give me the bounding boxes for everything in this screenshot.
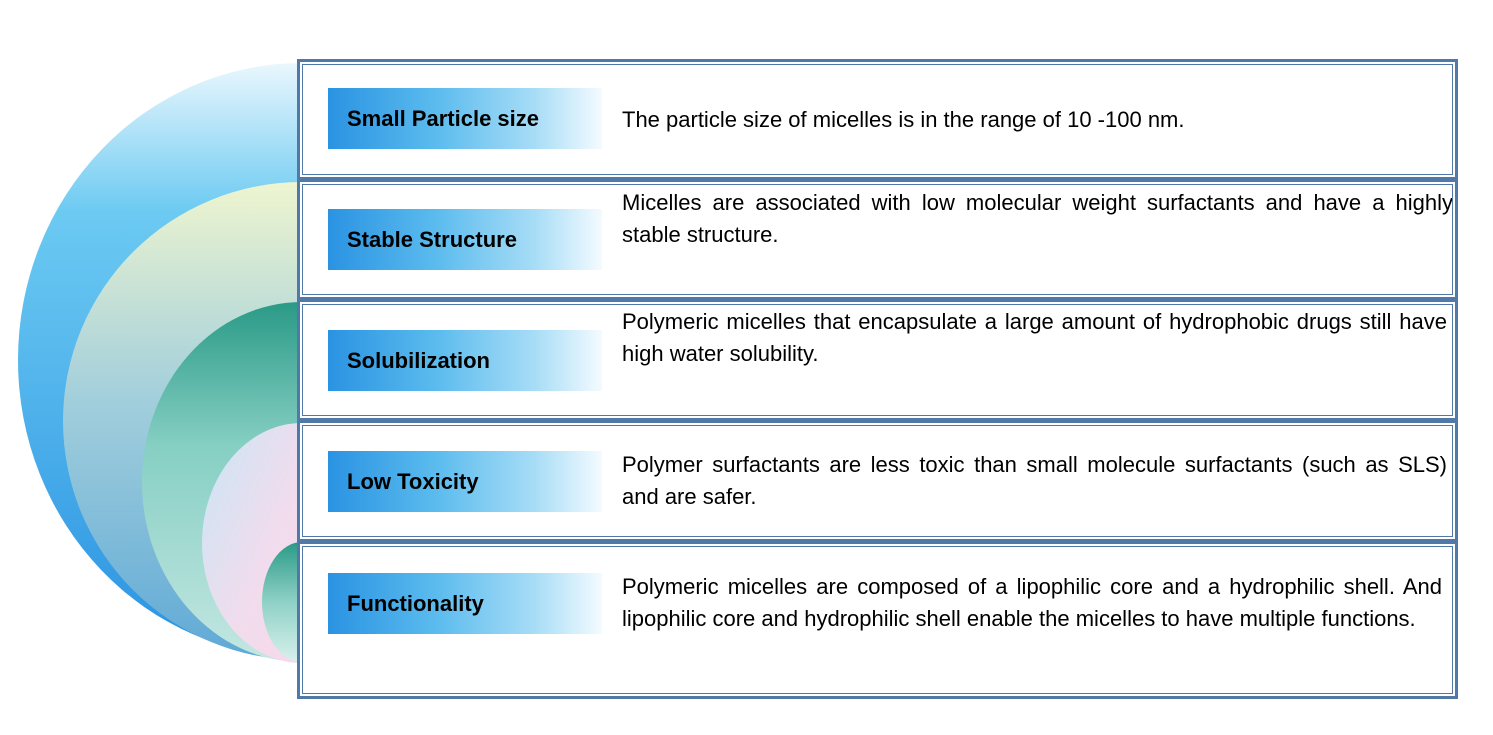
feature-title: Small Particle size [328,88,602,149]
feature-title: Low Toxicity [328,451,602,512]
feature-description: The particle size of micelles is in the range of 10 -100 nm. [622,107,1185,132]
feature-row-stable-structure [297,179,1458,300]
feature-title: Functionality [328,573,602,634]
feature-description: Polymer surfactants are less toxic than small molecule surfactants (such as SLS) and are safer. [622,452,1447,509]
feature-description: Polymeric micelles that encapsulate a large amount of hydrophobic drugs still have high water solubility. [622,309,1447,366]
feature-row-functionality [297,541,1458,699]
feature-row-particle-size [297,59,1458,180]
feature-title: Solubilization [328,330,602,391]
feature-description: Polymeric micelles are composed of a lipophilic core and a hydrophilic shell. And lipophilic core and hydrophilic shell enable the micelles to have multiple functions. [622,574,1442,631]
feature-description: Micelles are associated with low molecular weight surfactants and have a highly stable structure. [622,190,1453,247]
feature-title: Stable Structure [328,209,602,270]
feature-row-solubilization [297,299,1458,421]
feature-row-low-toxicity [297,420,1458,542]
